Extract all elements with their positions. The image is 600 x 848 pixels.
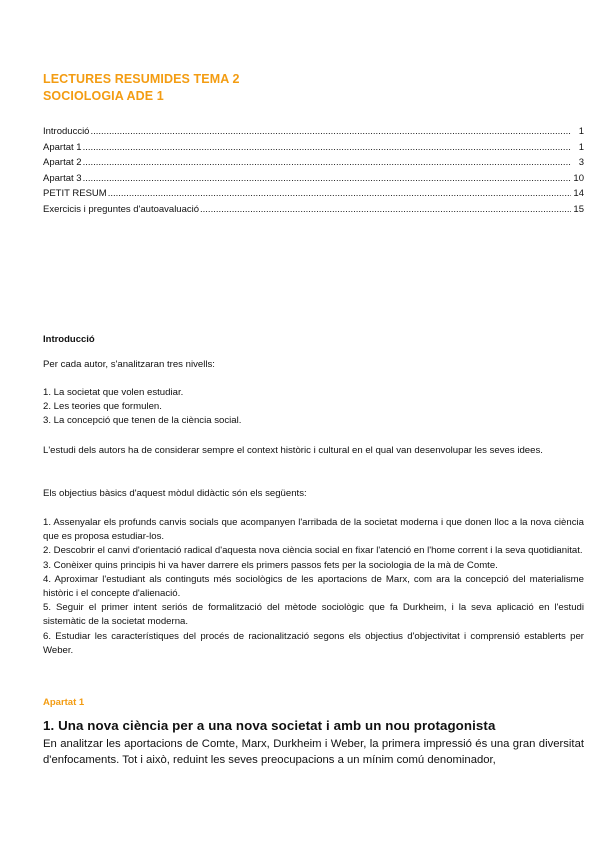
toc-entry-page: 1: [578, 141, 584, 153]
toc-entry-label: Apartat 1: [43, 141, 82, 153]
list-item: 3. Conèixer quins principis hi va haver darrere els primers passos fets per la sociologia de la mà de Comte.: [43, 559, 498, 571]
toc-entry-label: Apartat 2: [43, 157, 82, 168]
toc-entry-page: 1: [578, 126, 584, 137]
table-of-contents: [43, 124, 584, 217]
list-item: 6. Estudiar les característiques del procés de racionalització segons els objectius d'objectivitat i comprensió establerts per Weber.: [43, 630, 584, 656]
objectives-list: [43, 516, 584, 658]
objectives-lead: Els objectius bàsics d'aquest mòdul didàctic són els següents:: [43, 488, 307, 499]
intro-lead: Per cada autor, s'analitzaran tres nivells:: [43, 359, 215, 370]
toc-entry-page: 15: [573, 203, 584, 215]
toc-entry[interactable]: [43, 124, 584, 140]
list-item: 4. Aproximar l'estudiant als continguts més sociològics de les aportacions de Marx, com ara la concepció del materialisme històric i el concepte d'alienació.: [43, 573, 584, 600]
toc-entry-label: Apartat 3: [43, 172, 82, 184]
toc-entry-page: 10: [573, 172, 584, 184]
toc-entry[interactable]: [43, 155, 584, 171]
section-heading: 1. Una nova ciència per a una nova societat i amb un nou protagonista: [43, 718, 496, 733]
list-item: 2. Descobrir el canvi d'orientació radical d'aquesta nova ciència social en fixar l'atenció en l'home corrent i la seva quotidianitat.: [43, 545, 583, 557]
toc-leader-dots: [90, 124, 571, 140]
toc-leader-dots: [83, 171, 571, 187]
toc-entry[interactable]: [43, 202, 584, 218]
toc-entry-label: Introducció: [43, 126, 90, 137]
toc-entry-label: Exercicis i preguntes d'autoavaluació: [43, 203, 200, 215]
toc-leader-dots: [108, 186, 571, 202]
section-paragraph: En analitzar les aportacions de Comte, Marx, Durkheim i Weber, la primera impressió és una gran diversitat d'enfocaments. Tot i això, reduint les seves preocupacions a un mínim comú denominador,: [43, 738, 584, 766]
toc-entry-page: 3: [578, 157, 584, 168]
toc-entry[interactable]: [43, 140, 584, 156]
intro-heading: Introducció: [43, 334, 95, 345]
list-item: 1. La societat que volen estudiar.: [43, 387, 184, 398]
toc-entry[interactable]: [43, 171, 584, 187]
toc-entry-label: PETIT RESUM: [43, 188, 107, 199]
toc-leader-dots: [200, 202, 571, 218]
toc-entry[interactable]: [43, 186, 584, 202]
levels-list: [43, 386, 584, 429]
document-title-line1: LECTURES RESUMIDES TEMA 2: [43, 72, 240, 86]
list-item: 3. La concepció que tenen de la ciència social.: [43, 415, 242, 427]
list-item: 5. Seguir el primer intent seriós de formalització del mètode sociològic que fa Durkheim, i la seva aplicació en l'estudi sistemàtic de la societat moderna.: [43, 602, 584, 628]
section-label: Apartat 1: [43, 697, 85, 708]
intro-context: L'estudi dels autors ha de considerar sempre el context històric i cultural en el qual van desenvolupar les seves idees.: [43, 445, 543, 456]
toc-entry-page: 14: [573, 188, 584, 199]
toc-leader-dots: [83, 155, 571, 171]
list-item: 1. Assenyalar els profunds canvis socials que acompanyen l'arribada de la societat moderna i que donen lloc a la nova ciència que es proposa estudiar-los.: [43, 517, 584, 543]
list-item: 2. Les teories que formulen.: [43, 401, 162, 413]
toc-leader-dots: [83, 140, 571, 156]
document-title-line2: SOCIOLOGIA ADE 1: [43, 89, 164, 103]
